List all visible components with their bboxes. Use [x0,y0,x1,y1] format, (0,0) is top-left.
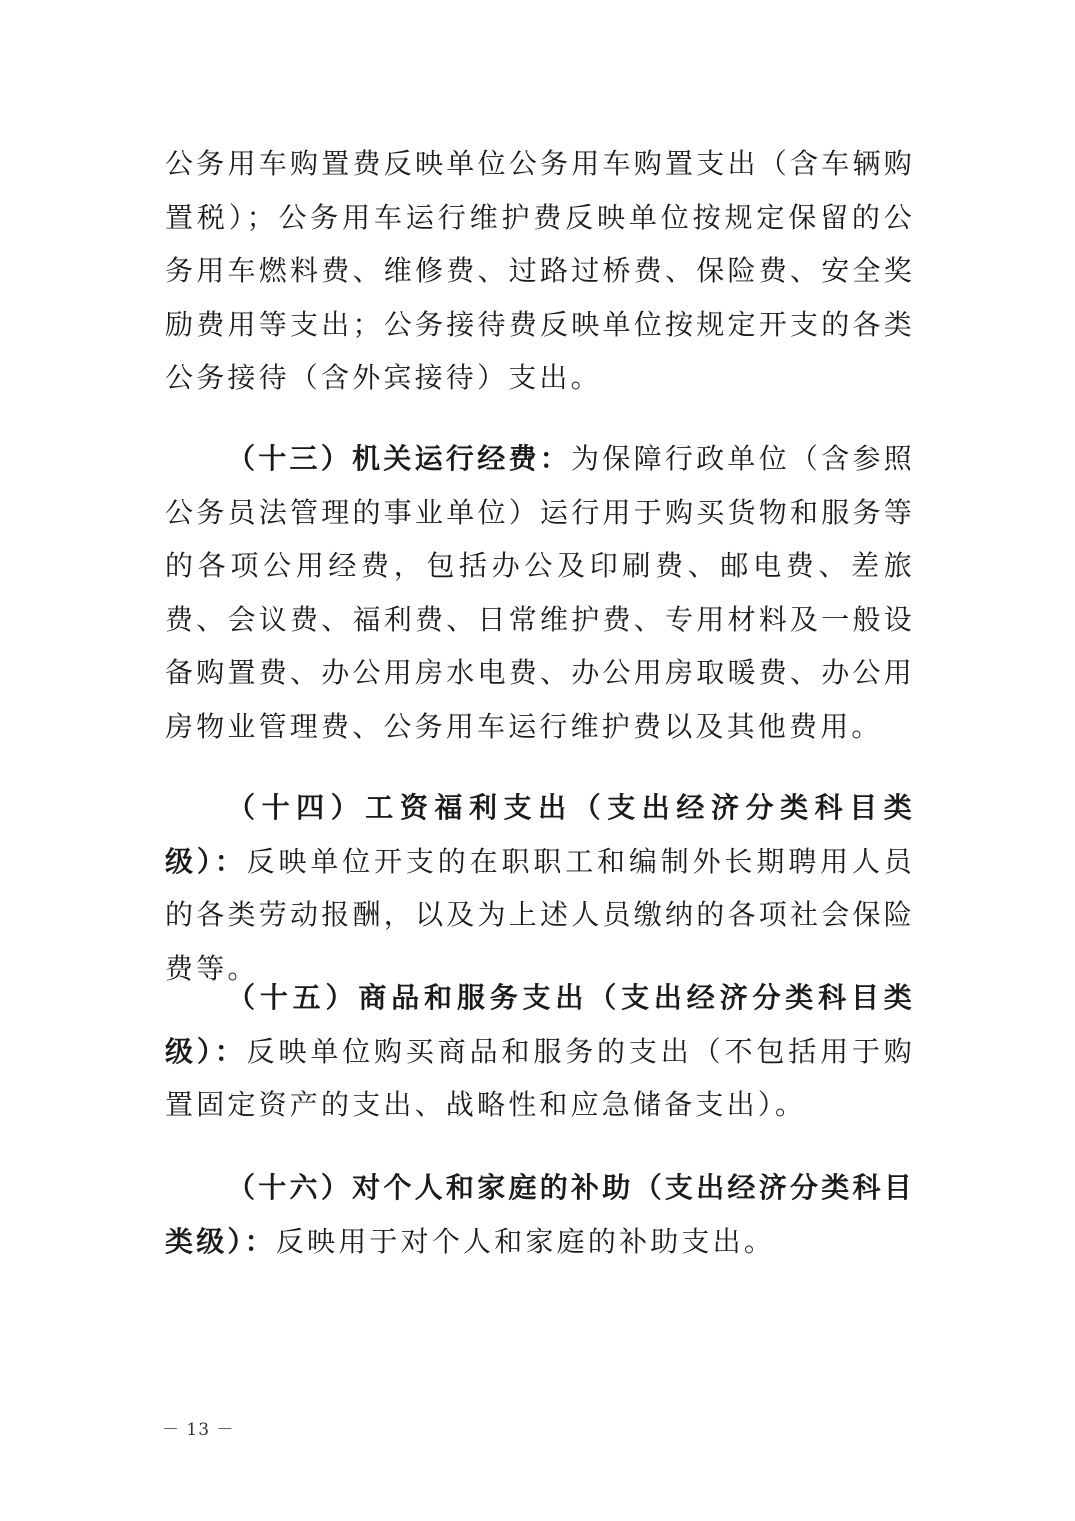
page-number: － 13 － [162,1420,235,1440]
paragraph-text: 公务用车购置费反映单位公务用车购置支出（含车辆购置税）；公务用车运行维护费反映单位按规定保留的公务用车燃料费、维修费、过路过桥费、保险费、安全奖励费用等支出；公务接待费反映单位按规定开支的各类公务接待（含外宾接待）支出。 [165,147,915,394]
paragraph-goods-services [165,971,915,1132]
paragraph-operating-funds [165,432,915,753]
paragraph-household-subsidies [165,1161,915,1268]
paragraph-wage-welfare [165,781,915,995]
paragraph-text: 反映用于对个人和家庭的补助支出。 [275,1224,776,1258]
paragraph-text: 反映单位购买商品和服务的支出（不包括用于购置固定资产的支出、战略性和应急储备支出）。 [165,1034,916,1121]
section-heading-16: （十六）对个人和家庭的补助（支出经济分类科目类级）： [165,1171,915,1258]
section-heading-14: （十四）工资福利支出（支出经济分类科目类级）： [165,791,915,878]
paragraph-text: 为保障行政单位（含参照公务员法管理的事业单位）运行用于购买货物和服务等的各项公用经费，包括办公及印刷费、邮电费、差旅费、会议费、福利费、日常维护费、专用材料及一般设备购置费、办公用房水电费、办公用房取暖费、办公用房物业管理费、公务用车运行维护费以及其他费用。 [165,442,916,743]
section-heading-13: （十三）机关运行经费： [227,442,572,475]
paragraph-text: 反映单位开支的在职职工和编制外长期聘用人员的各类劳动报酬，以及为上述人员缴纳的各项社会保险费等。 [165,844,916,985]
section-heading-15: （十五）商品和服务支出（支出经济分类科目类级）： [165,981,915,1068]
paragraph-vehicle-expenses [165,137,915,405]
